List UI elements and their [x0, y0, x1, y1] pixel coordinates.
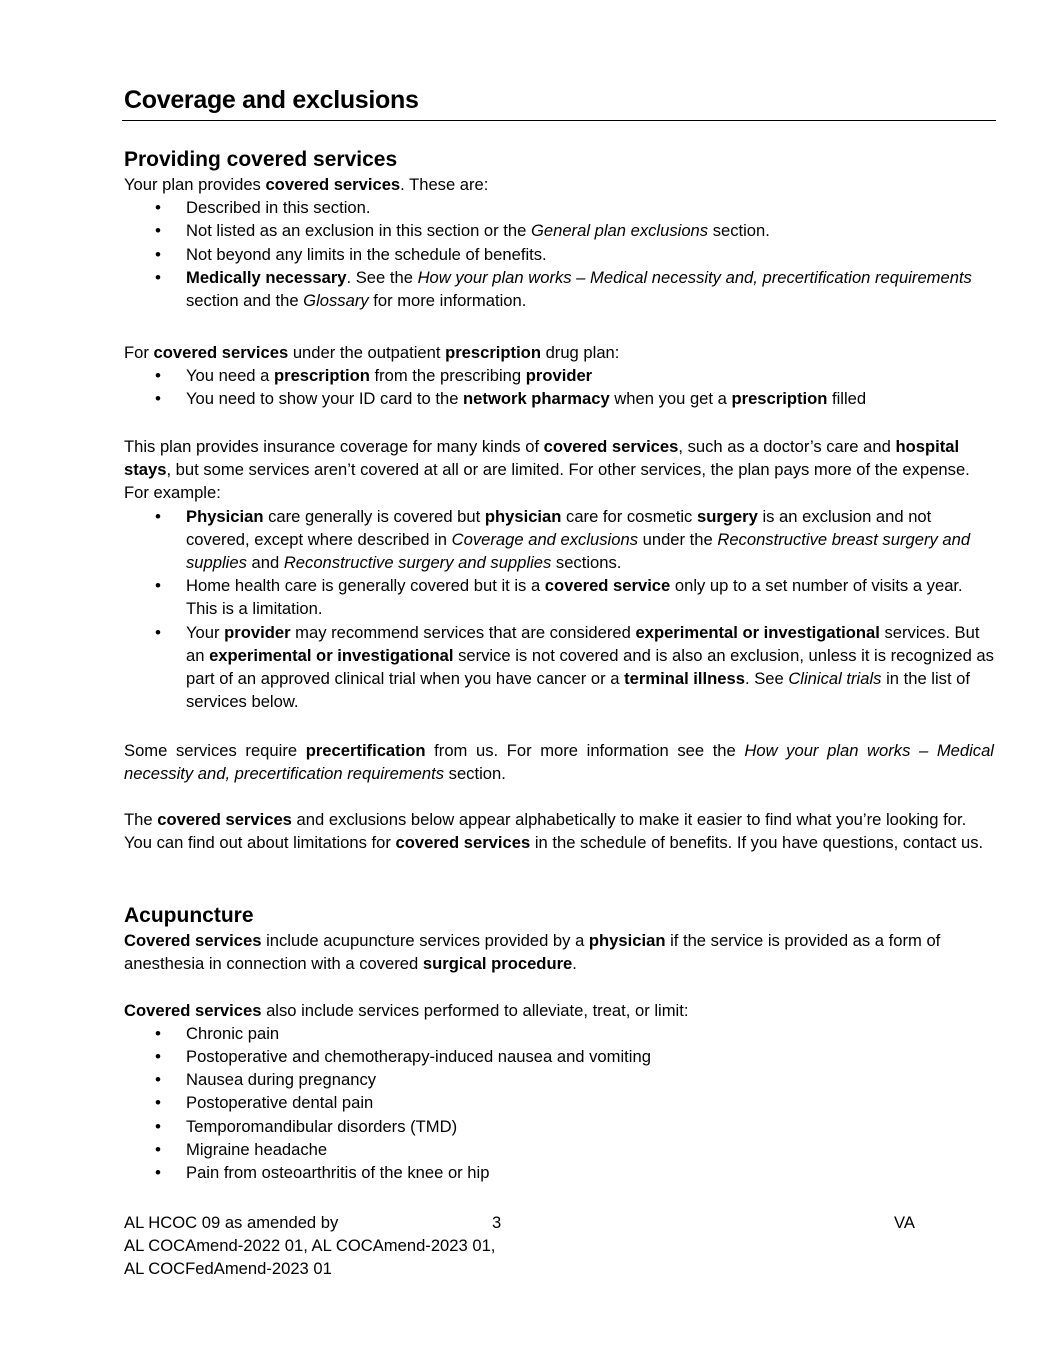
providing-section — [124, 147, 994, 312]
list-item: • Postoperative dental pain — [124, 1091, 994, 1114]
prescription-section — [124, 341, 994, 411]
list-item: • You need a prescription from the prescribing provider — [124, 364, 994, 387]
acupuncture-heading: Acupuncture — [124, 904, 254, 927]
list-item: • Temporomandibular disorders (TMD) — [124, 1115, 994, 1138]
title-divider — [122, 120, 996, 121]
prescription-intro: For covered services under the outpatient prescription drug plan: — [124, 343, 620, 362]
providing-list — [124, 196, 994, 312]
providing-intro: Your plan provides covered services. These are: — [124, 175, 489, 194]
list-item: • Home health care is generally covered but it is a covered service only up to a set number of visits a year. This is a limitation. — [124, 574, 994, 620]
providing-heading: Providing covered services — [124, 148, 398, 171]
list-item: • Migraine headache — [124, 1138, 994, 1161]
prescription-list — [124, 364, 994, 410]
list-item: • Not listed as an exclusion in this section or the General plan exclusions section. — [124, 219, 994, 242]
list-item: • Postoperative and chemotherapy-induced nausea and vomiting — [124, 1045, 994, 1068]
list-item: • Nausea during pregnancy — [124, 1068, 994, 1091]
list-item: • Your provider may recommend services that are considered experimental or investigational services. But an experimental or investigational service is not covered and is also an exclusion, unless it is recognized as part of an approved clinical trial when you have cancer or a terminal illness. See Clinical trials in the list of services below. — [124, 621, 994, 714]
list-item: • Described in this section. — [124, 196, 994, 219]
coverage-kinds-intro: This plan provides insurance coverage for many kinds of covered services, such as a doctor’s care and hospital stays, but some services aren’t covered at all or are limited. For other services, the plan pays more of the expense. For example: — [124, 437, 970, 503]
coverage-kinds-section — [124, 435, 994, 713]
list-item: • Not beyond any limits in the schedule of benefits. — [124, 243, 994, 266]
list-item: • Chronic pain — [124, 1022, 994, 1045]
acupuncture-paragraph-2: Covered services also include services performed to alleviate, treat, or limit: — [124, 1000, 689, 1020]
coverage-kinds-list — [124, 505, 994, 714]
acupuncture-list — [124, 1022, 994, 1184]
precertification-paragraph: Some services require precertification from us. For more information see the How your plan works – Medical necessity and, precertification requirements section. — [124, 741, 994, 784]
list-item: • You need to show your ID card to the network pharmacy when you get a prescription filled — [124, 387, 994, 410]
acupuncture-paragraph: Covered services include acupuncture services provided by a physician if the service is provided as a form of anesthesia in connection with a covered surgical procedure. — [124, 931, 941, 974]
footer-state: VA — [894, 1213, 915, 1232]
list-item: • Pain from osteoarthritis of the knee or hip — [124, 1161, 994, 1184]
list-item: • Physician care generally is covered but physician care for cosmetic surgery is an exclusion and not covered, except where described in Coverage and exclusions under the Reconstructive breast surgery and supplies and Reconstructive surgery and supplies sections. — [124, 505, 994, 575]
page-number: 3 — [492, 1213, 502, 1232]
page-title: Coverage and exclusions — [124, 86, 419, 114]
acupuncture-section — [124, 903, 994, 1184]
footer-form-id: AL HCOC 09 as amended by AL COCAmend-2022 01, AL COCAmend-2023 01, AL COCFedAmend-2023 01 — [124, 1213, 496, 1279]
alphabetical-paragraph: The covered services and exclusions below appear alphabetically to make it easier to find what you’re looking for. You can find out about limitations for covered services in the schedule of benefits. If you have questions, contact us. — [124, 810, 984, 853]
list-item: • Medically necessary. See the How your plan works – Medical necessity and, precertification requirements section and the Glossary for more information. — [124, 266, 994, 312]
